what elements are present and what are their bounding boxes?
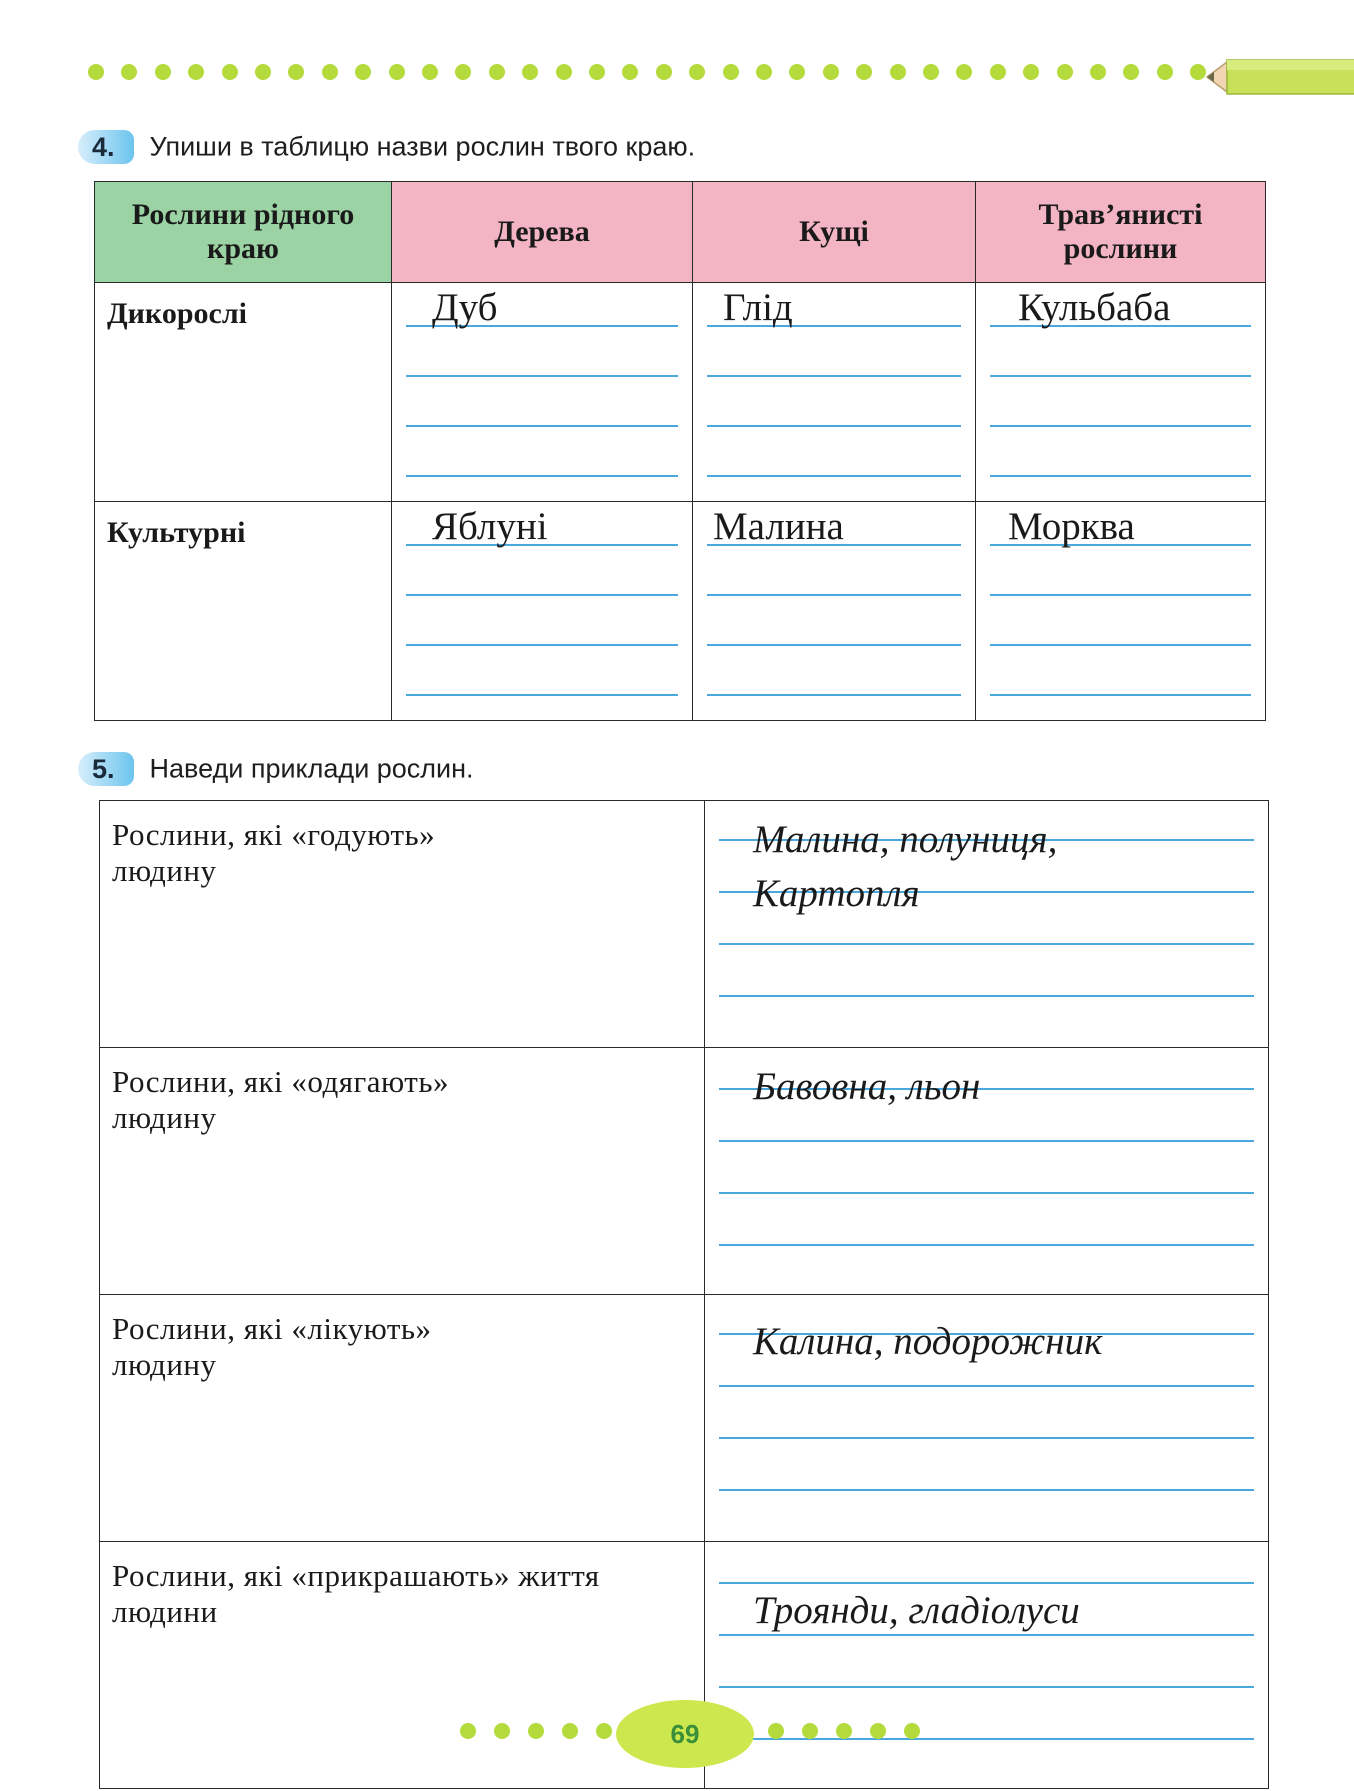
decor-dot — [562, 1723, 578, 1739]
answer-cell[interactable] — [976, 283, 1266, 502]
task-4-header — [78, 130, 695, 164]
decor-dot — [856, 64, 872, 80]
decor-dot — [494, 1723, 510, 1739]
header-trees: Дерева — [392, 182, 693, 283]
decor-dot — [121, 64, 137, 80]
decor-dot — [768, 1723, 784, 1739]
row-label-decorate: Рослини, які «прикрашають» життя людини — [100, 1542, 705, 1789]
answer-text: Картопля — [753, 872, 920, 915]
header-shrubs: Кущі — [693, 182, 976, 283]
decor-dot — [596, 1723, 612, 1739]
decor-dot — [222, 64, 238, 80]
decor-dot — [1023, 64, 1039, 80]
answer-cell[interactable] — [705, 1542, 1269, 1789]
header-native-plants: Рослини рідного краю — [95, 182, 392, 283]
decor-dot — [756, 64, 772, 80]
answer-cell[interactable] — [976, 502, 1266, 721]
decor-dot — [489, 64, 505, 80]
table-row — [100, 1048, 1269, 1295]
task-4-instruction: Упиши в таблицю назви рослин твого краю. — [149, 131, 696, 162]
decor-dot — [1123, 64, 1139, 80]
decor-dot — [556, 64, 572, 80]
decor-dot — [723, 64, 739, 80]
decor-dot — [355, 64, 371, 80]
decor-dot — [589, 64, 605, 80]
task-5-header — [78, 752, 474, 786]
table-row-cultivated — [95, 502, 1266, 721]
row-label-wild: Дикорослі — [95, 283, 392, 502]
decor-dot — [904, 1723, 920, 1739]
decor-dot — [823, 64, 839, 80]
task-4-number: 4. — [92, 132, 115, 162]
answer-text: Кульбаба — [1018, 286, 1171, 329]
answer-cell[interactable] — [705, 1048, 1269, 1295]
plants-table — [94, 181, 1266, 721]
decor-dot — [422, 64, 438, 80]
row-label-feed: Рослини, які «годують» людину — [100, 801, 705, 1048]
decor-dot — [836, 1723, 852, 1739]
decor-dot — [789, 64, 805, 80]
decor-dot — [188, 64, 204, 80]
answer-cell[interactable] — [693, 502, 976, 721]
page-number: 69 — [670, 1719, 700, 1749]
decor-dot — [255, 64, 271, 80]
decor-dot — [389, 64, 405, 80]
answer-text: Калина, подорожник — [753, 1320, 1103, 1363]
row-label-cultivated: Культурні — [95, 502, 392, 721]
decor-dot — [455, 64, 471, 80]
row-label-heal: Рослини, які «лікують» людину — [100, 1295, 705, 1542]
decor-dot — [1157, 64, 1173, 80]
task-5-badge — [78, 752, 134, 786]
answer-text: Троянди, гладіолуси — [753, 1589, 1080, 1632]
table-row — [100, 1295, 1269, 1542]
table-row-wild — [95, 283, 1266, 502]
task-5-number: 5. — [92, 754, 115, 784]
answer-cell[interactable] — [693, 283, 976, 502]
answer-cell[interactable] — [705, 1295, 1269, 1542]
decor-dot — [528, 1723, 544, 1739]
table-row — [100, 801, 1269, 1048]
pencil-icon — [1205, 42, 1354, 112]
decor-dot — [923, 64, 939, 80]
decor-dot — [522, 64, 538, 80]
answer-text: Глід — [723, 286, 793, 329]
plant-uses-table — [99, 800, 1269, 1789]
decor-dot — [802, 1723, 818, 1739]
answer-text: Малина, полуниця, — [753, 818, 1058, 861]
decor-dot — [689, 64, 705, 80]
decor-dot — [1090, 64, 1106, 80]
task-5-instruction: Наведи приклади рослин. — [149, 753, 474, 784]
decor-dot — [956, 64, 972, 80]
decor-dot — [88, 64, 104, 80]
answer-text: Малина — [713, 505, 844, 548]
decor-dot — [322, 64, 338, 80]
top-dot-row — [88, 64, 1188, 86]
answer-text: Дуб — [432, 286, 498, 329]
decor-dot — [990, 64, 1006, 80]
answer-text: Яблуні — [432, 505, 548, 548]
decor-dot — [155, 64, 171, 80]
decor-dot — [870, 1723, 886, 1739]
decor-dot — [288, 64, 304, 80]
answer-text: Морква — [1008, 505, 1135, 548]
decor-dot — [622, 64, 638, 80]
decor-dot — [460, 1723, 476, 1739]
answer-cell[interactable] — [705, 801, 1269, 1048]
decor-dot — [1057, 64, 1073, 80]
decor-dot — [1190, 64, 1206, 80]
plants-table-header — [95, 182, 1266, 283]
decor-dot — [890, 64, 906, 80]
row-label-clothe: Рослини, які «одягають» людину — [100, 1048, 705, 1295]
answer-cell[interactable] — [392, 283, 693, 502]
task-4-badge — [78, 130, 134, 164]
decor-dot — [656, 64, 672, 80]
answer-cell[interactable] — [392, 502, 693, 721]
answer-text: Бавовна, льон — [753, 1065, 981, 1108]
header-herbs: Трав’янисті рослини — [976, 182, 1266, 283]
